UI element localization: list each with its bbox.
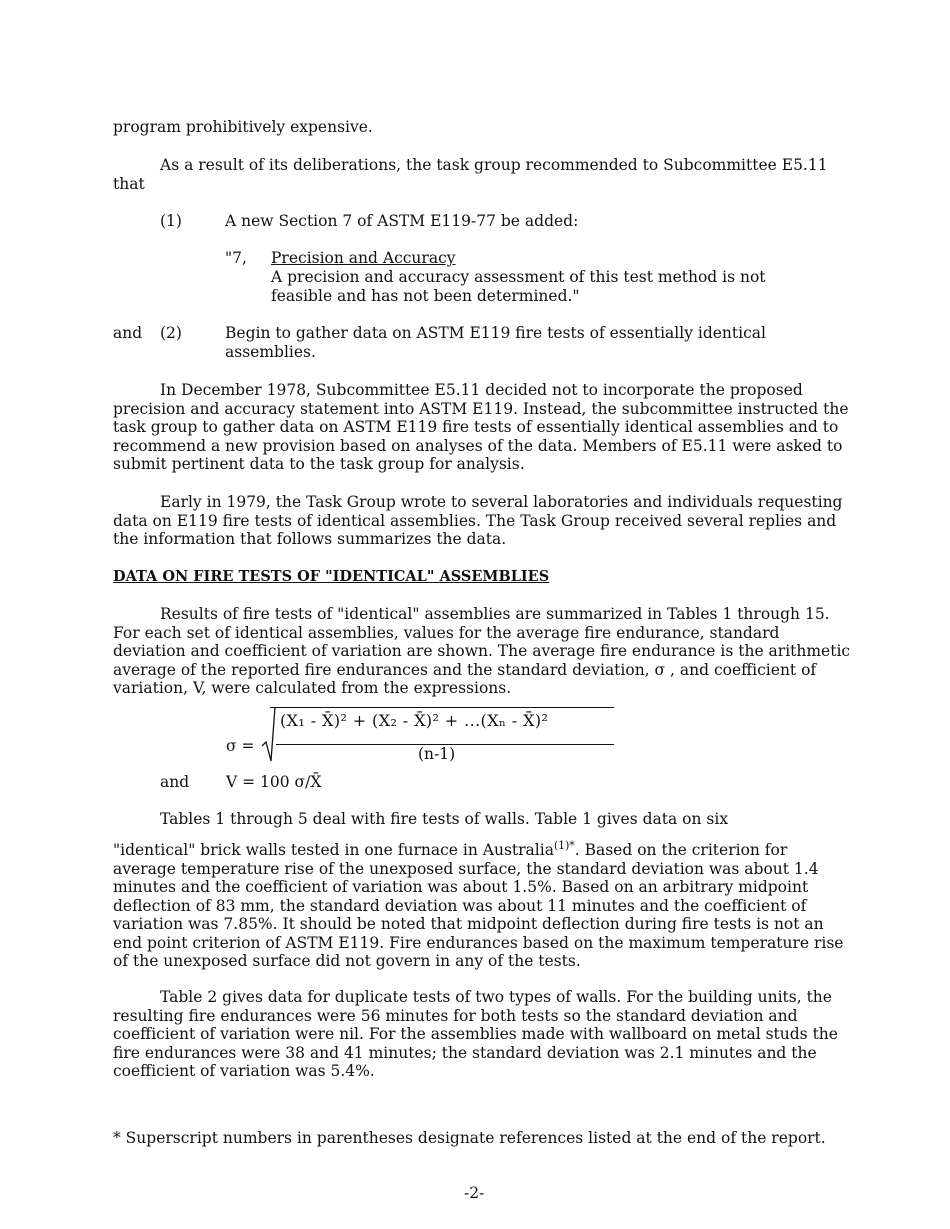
continued-line: program prohibitively expensive. [113, 118, 373, 136]
formula-numerator: (X₁ - X̄)² + (X₂ - X̄)² + ...(Xₙ - X̄)² [280, 711, 549, 730]
paragraph-tables-line1: Tables 1 through 5 deal with fire tests of walls. Table 1 gives data on six [160, 810, 729, 828]
paragraph-results: Results of fire tests of "identical" assemblies are summarized in Tables 1 through 15. For each set of identical assemblies, values for the average fire endurance, standard deviation and coefficient of variation are shown. The average fire endurance is the arithmetic average of the reported fire endurances and the standard deviation, σ , and coefficient of variation, V, were calculated from the expressions. [113, 605, 851, 697]
footnote: * Superscript numbers in parentheses designate references listed at the end of the report. [113, 1129, 826, 1147]
v-formula: V = 100 σ/X̄ [226, 773, 322, 791]
item-2-number: (2) [160, 324, 182, 342]
section-heading: DATA ON FIRE TESTS OF "IDENTICAL" ASSEMBLIES [113, 568, 550, 585]
paragraph-early-1979: Early in 1979, the Task Group wrote to several laboratories and individuals requesting data on E119 fire tests of identical assemblies. The Task Group received several replies and the information that follows summarizes the data. [113, 493, 843, 548]
radical-sign [262, 706, 276, 762]
sigma-label: σ = [226, 737, 255, 755]
item-1-text: A new Section 7 of ASTM E119-77 be added: [225, 212, 579, 230]
formula-denominator: (n-1) [418, 745, 456, 763]
item-2-text: Begin to gather data on ASTM E119 fire tests of essentially identical assemblies. [225, 324, 766, 361]
paragraph-tables-rest: . Based on the criterion for average temperature rise of the unexposed surface, the standard deviation was about 1.4 minutes and the coefficient of variation was about 1.5%. Based on an arbitrary midpoint deflection of 83 mm, the standard deviation was about 11 minutes and the coefficient of variation was 7.85%. It should be noted that midpoint deflection during fire tests is not an end point criterion of ASTM E119. Fire endurances based on the maximum temperature rise of the unexposed surface did not govern in any of the tests. [113, 841, 844, 971]
quote-title: Precision and Accuracy [271, 249, 456, 267]
item-1-number: (1) [160, 212, 182, 230]
paragraph-table-2: Table 2 gives data for duplicate tests of two types of walls. For the building units, the resulting fire endurances were 56 minutes for both tests so the standard deviation and coefficient of variation were nil. For the assemblies made with wallboard on metal studs the fire endurances were 38 and 41 minutes; the standard deviation was 2.1 minutes and the coefficient of variation was 5.4%. [113, 988, 838, 1080]
and-label: and [160, 773, 190, 791]
paragraph-december-1978: In December 1978, Subcommittee E5.11 decided not to incorporate the proposed precision and accuracy statement into ASTM E119. Instead, the subcommittee instructed the task group to gather data on ASTM E119 fire tests of essentially identical assemblies and to recommend a new provision based on analyses of the data. Members of E5.11 were asked to submit pertinent data to the task group for analysis. [113, 381, 849, 473]
quote-number: "7, [225, 249, 247, 267]
item-2-and: and [113, 324, 143, 342]
paragraph-tables [113, 837, 853, 971]
quote-text: A precision and accuracy assessment of this test method is not feasible and has not been determined." [271, 268, 766, 305]
paragraph-result: As a result of its deliberations, the task group recommended to Subcommittee E5.11 that [113, 156, 828, 193]
reference-superscript: (1)* [553, 839, 575, 852]
paragraph-tables-start: "identical" brick walls tested in one furnace in Australia [113, 841, 554, 860]
radical-overline [270, 707, 614, 708]
page-number: -2- [464, 1184, 485, 1202]
